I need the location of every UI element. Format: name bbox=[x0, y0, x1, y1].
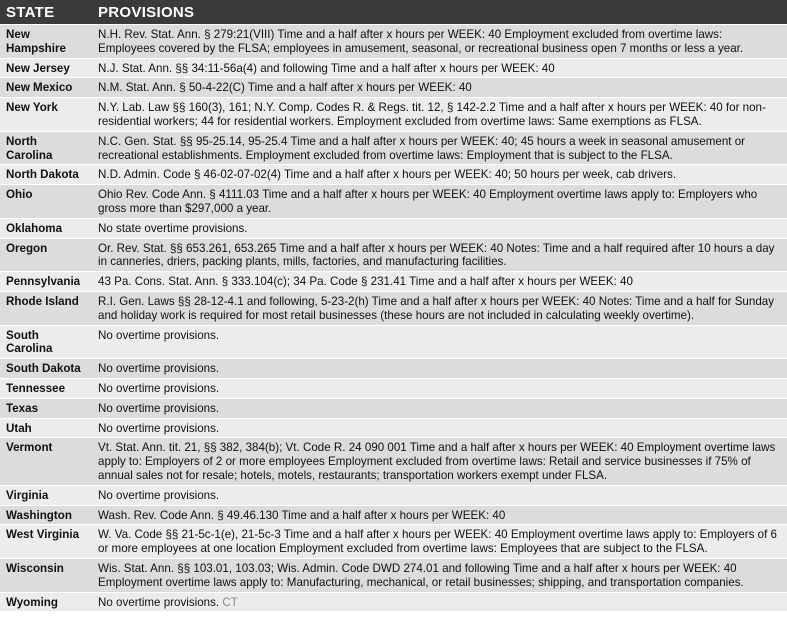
end-mark: CT bbox=[222, 595, 238, 609]
table-row bbox=[0, 418, 787, 438]
state-cell: Texas bbox=[0, 398, 92, 418]
table-row bbox=[0, 398, 787, 418]
table-header-row bbox=[0, 0, 787, 25]
provisions-cell: 43 Pa. Cons. Stat. Ann. § 333.104(c); 34 Pa. Code § 231.41 Time and a half after x hours per WEEK: 40 bbox=[92, 272, 787, 292]
state-cell: New York bbox=[0, 98, 92, 132]
table-row bbox=[0, 78, 787, 98]
table-row bbox=[0, 438, 787, 485]
state-cell: Oklahoma bbox=[0, 218, 92, 238]
provisions-cell bbox=[92, 592, 787, 611]
table-row bbox=[0, 291, 787, 325]
state-cell: Oregon bbox=[0, 238, 92, 272]
provisions-cell: Wash. Rev. Code Ann. § 49.46.130 Time and a half after x hours per WEEK: 40 bbox=[92, 505, 787, 525]
state-cell: Washington bbox=[0, 505, 92, 525]
state-cell: West Virginia bbox=[0, 525, 92, 559]
state-cell: South Dakota bbox=[0, 359, 92, 379]
state-cell: Utah bbox=[0, 418, 92, 438]
provisions-cell: No overtime provisions. bbox=[92, 485, 787, 505]
table-row bbox=[0, 592, 787, 611]
table-row bbox=[0, 359, 787, 379]
state-cell: New Hampshire bbox=[0, 25, 92, 59]
table-row bbox=[0, 98, 787, 132]
table-row bbox=[0, 185, 787, 219]
table-row bbox=[0, 218, 787, 238]
provisions-column-header: PROVISIONS bbox=[92, 0, 787, 25]
state-cell: North Carolina bbox=[0, 131, 92, 165]
state-cell: Pennsylvania bbox=[0, 272, 92, 292]
provisions-cell: No overtime provisions. bbox=[92, 359, 787, 379]
provisions-cell: W. Va. Code §§ 21-5c-1(e), 21-5c-3 Time and a half after x hours per WEEK: 40 Employment overtime laws apply to: Employers of 6 or more employees at one location Employment excluded from overtime laws: Employees that are subject to the FLSA. bbox=[92, 525, 787, 559]
state-cell: Tennessee bbox=[0, 378, 92, 398]
state-column-header: STATE bbox=[0, 0, 92, 25]
table-row bbox=[0, 58, 787, 78]
table-row bbox=[0, 505, 787, 525]
provisions-cell: N.D. Admin. Code § 46-02-07-02(4) Time and a half after x hours per WEEK: 40; 50 hours per week, cab drivers. bbox=[92, 165, 787, 185]
provisions-cell: N.C. Gen. Stat. §§ 95-25.14, 95-25.4 Time and a half after x hours per WEEK: 40; 45 hours a week in seasonal amusement or recreational establishments. Employment excluded from overtime laws: Employment that is subject to the FLSA. bbox=[92, 131, 787, 165]
provisions-cell: Ohio Rev. Code Ann. § 4111.03 Time and a half after x hours per WEEK: 40 Employment overtime laws apply to: Employers who gross more than $297,000 a year. bbox=[92, 185, 787, 219]
state-cell: Virginia bbox=[0, 485, 92, 505]
state-cell: Vermont bbox=[0, 438, 92, 485]
provisions-cell: No state overtime provisions. bbox=[92, 218, 787, 238]
provisions-text: No overtime provisions. bbox=[98, 595, 220, 609]
provisions-cell: N.J. Stat. Ann. §§ 34:11-56a(4) and following Time and a half after x hours per WEEK: 40 bbox=[92, 58, 787, 78]
provisions-cell: N.Y. Lab. Law §§ 160(3), 161; N.Y. Comp. Codes R. & Regs. tit. 12, § 142-2.2 Time and a half after x hours per WEEK: 40 for non-residential workers; 44 for residential workers. Employment excluded from overtime laws: Same exemptions as FLSA. bbox=[92, 98, 787, 132]
provisions-cell: Wis. Stat. Ann. §§ 103.01, 103.03; Wis. Admin. Code DWD 274.01 and following Time and a half after x hours per WEEK: 40 Employment overtime laws apply to: Manufacturing, mechanical, or retail businesses; shipping, and transportation companies. bbox=[92, 558, 787, 592]
provisions-cell: No overtime provisions. bbox=[92, 325, 787, 359]
state-cell: Ohio bbox=[0, 185, 92, 219]
state-cell: Rhode Island bbox=[0, 291, 92, 325]
table-row bbox=[0, 25, 787, 59]
state-cell: New Jersey bbox=[0, 58, 92, 78]
provisions-cell: No overtime provisions. bbox=[92, 398, 787, 418]
state-cell: New Mexico bbox=[0, 78, 92, 98]
table-row bbox=[0, 485, 787, 505]
table-row bbox=[0, 325, 787, 359]
provisions-cell: Or. Rev. Stat. §§ 653.261, 653.265 Time and a half after x hours per WEEK: 40 Notes: Time and a half required after 10 hours a day in canneries, driers, packing plants, mills, factories, and manufacturing facilities. bbox=[92, 238, 787, 272]
table-row bbox=[0, 165, 787, 185]
provisions-cell: No overtime provisions. bbox=[92, 378, 787, 398]
provisions-cell: No overtime provisions. bbox=[92, 418, 787, 438]
table-row bbox=[0, 378, 787, 398]
state-cell: South Carolina bbox=[0, 325, 92, 359]
table-row bbox=[0, 272, 787, 292]
table-row bbox=[0, 525, 787, 559]
state-cell: Wisconsin bbox=[0, 558, 92, 592]
table-row bbox=[0, 131, 787, 165]
provisions-cell: R.I. Gen. Laws §§ 28-12-4.1 and following, 5-23-2(h) Time and a half after x hours per WEEK: 40 Notes: Time and a half for Sunday and holiday work is required for most retail businesses (these hours are not included in calculating weekly overtime). bbox=[92, 291, 787, 325]
provisions-cell: N.M. Stat. Ann. § 50-4-22(C) Time and a half after x hours per WEEK: 40 bbox=[92, 78, 787, 98]
provisions-cell: Vt. Stat. Ann. tit. 21, §§ 382, 384(b); Vt. Code R. 24 090 001 Time and a half after x hours per WEEK: 40 Employment overtime laws apply to: Employers of 2 or more employees Employment excluded from overtime laws: Retail and service businesses if 75% of annual sales not for resale; hotels, motels, restaurants; transportation workers exempt under FLSA. bbox=[92, 438, 787, 485]
state-cell: Wyoming bbox=[0, 592, 92, 611]
table-row bbox=[0, 558, 787, 592]
provisions-cell: N.H. Rev. Stat. Ann. § 279:21(VIII) Time and a half after x hours per WEEK: 40 Employment excluded from overtime laws: Employees covered by the FLSA; employees in amusement, seasonal, or recreational business open 7 months or less a year. bbox=[92, 25, 787, 59]
table-row bbox=[0, 238, 787, 272]
state-cell: North Dakota bbox=[0, 165, 92, 185]
